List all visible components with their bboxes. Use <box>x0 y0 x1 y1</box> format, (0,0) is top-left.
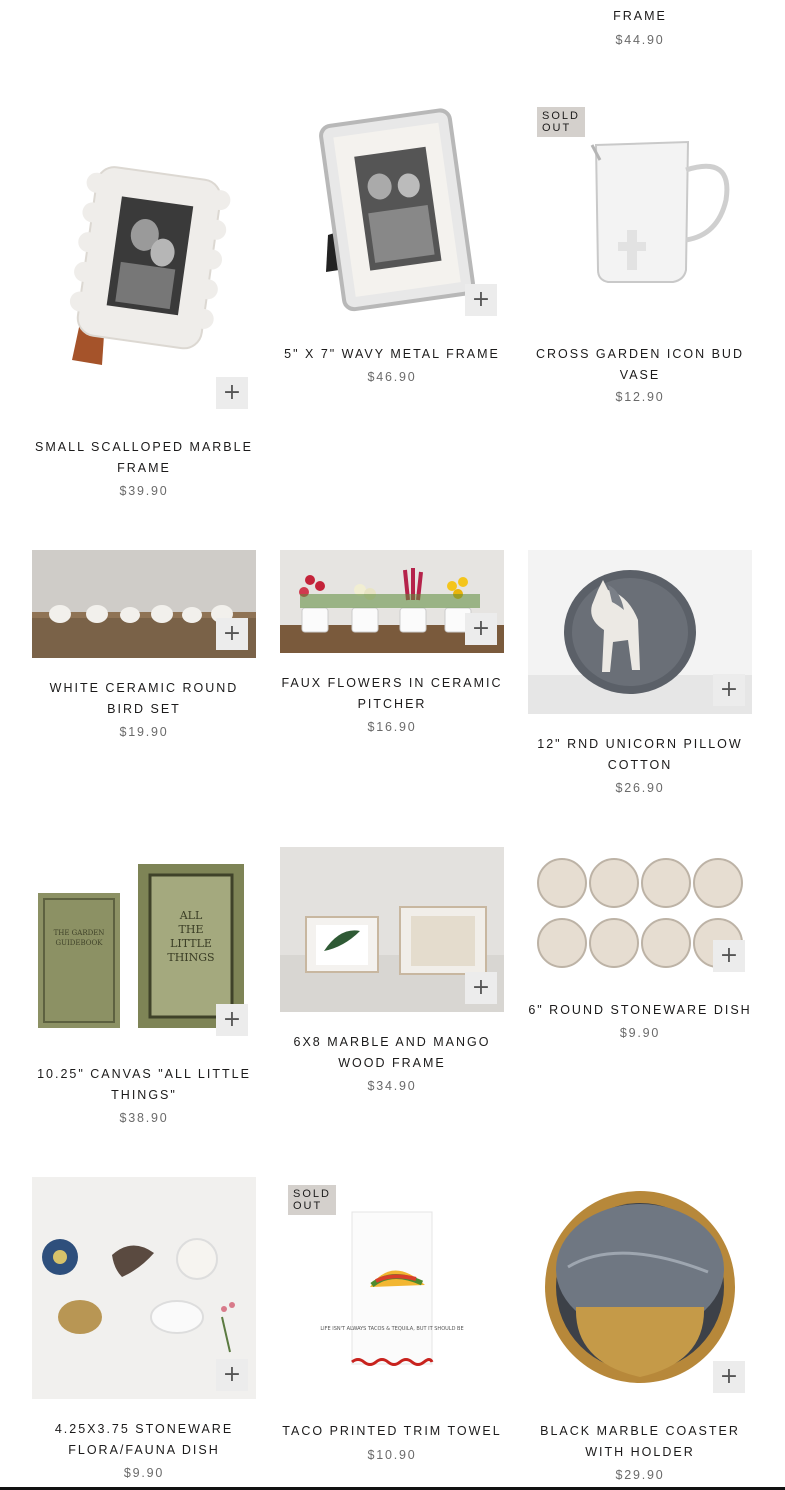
plus-icon: + <box>719 677 739 702</box>
product-price: $12.90 <box>615 390 665 404</box>
add-to-cart-button[interactable] <box>216 1004 248 1036</box>
product-title[interactable]: 12" RND UNICORN PILLOW COTTON <box>537 737 743 772</box>
product-price: $19.90 <box>119 725 169 739</box>
product-price: $39.90 <box>119 484 169 498</box>
svg-text:THE: THE <box>178 923 204 936</box>
towel-text: LIFE ISN'T ALWAYS TACOS & TEQUILA, BUT IT SHOULD BE <box>320 1326 464 1332</box>
sold-out-badge: SOLD OUT <box>537 107 585 137</box>
product-price: $46.90 <box>367 370 417 384</box>
product-title[interactable]: 10.25" CANVAS "ALL LITTLE THINGS" <box>37 1067 251 1102</box>
product-title[interactable]: CROSS GARDEN ICON BUD VASE <box>536 347 744 382</box>
product-price: $9.90 <box>123 1466 165 1480</box>
plus-icon: + <box>471 975 491 1000</box>
plus-icon: + <box>471 616 491 641</box>
product-price: $10.90 <box>367 1448 417 1462</box>
plus-icon: + <box>222 1007 242 1032</box>
svg-text:ALL: ALL <box>179 909 203 922</box>
plus-icon: + <box>222 621 242 646</box>
plus-icon: + <box>222 1362 242 1387</box>
product-title[interactable]: BLACK MARBLE COASTER WITH HOLDER <box>540 1424 740 1459</box>
product-title[interactable]: TACO PRINTED TRIM TOWEL <box>282 1424 502 1438</box>
add-to-cart-button[interactable] <box>465 972 497 1004</box>
add-to-cart-button[interactable] <box>713 674 745 706</box>
sold-out-badge: SOLD OUT <box>288 1185 336 1215</box>
add-to-cart-button[interactable] <box>216 377 248 409</box>
add-to-cart-button[interactable] <box>713 1361 745 1393</box>
svg-text:THINGS: THINGS <box>167 951 215 964</box>
product-price: $38.90 <box>119 1111 169 1125</box>
product-title[interactable]: SMALL SCALLOPED MARBLE FRAME <box>35 440 253 475</box>
product-price: $29.90 <box>615 1468 665 1482</box>
add-to-cart-button[interactable] <box>216 1359 248 1391</box>
add-to-cart-button[interactable] <box>216 618 248 650</box>
svg-text:THE GARDEN: THE GARDEN <box>53 929 105 937</box>
product-title[interactable]: 4.25X3.75 STONEWARE FLORA/FAUNA DISH <box>54 1422 234 1457</box>
product-price: $16.90 <box>367 720 417 734</box>
add-to-cart-button[interactable] <box>465 284 497 316</box>
product-title[interactable]: FRAME <box>613 9 667 23</box>
product-title[interactable]: 6" ROUND STONEWARE DISH <box>528 1003 752 1017</box>
svg-text:GUIDEBOOK: GUIDEBOOK <box>55 939 103 947</box>
plus-icon: + <box>719 943 739 968</box>
product-price: $44.90 <box>615 33 665 47</box>
product-title[interactable]: 5" X 7" WAVY METAL FRAME <box>284 347 500 361</box>
add-to-cart-button[interactable] <box>465 613 497 645</box>
product-title[interactable]: 6X8 MARBLE AND MANGO WOOD FRAME <box>293 1035 491 1070</box>
svg-text:LITTLE: LITTLE <box>170 937 212 950</box>
plus-icon: + <box>471 287 491 312</box>
product-price: $26.90 <box>615 781 665 795</box>
plus-icon: + <box>222 380 242 405</box>
product-image[interactable] <box>32 100 256 410</box>
product-price: $9.90 <box>619 1026 661 1040</box>
product-title[interactable]: WHITE CERAMIC ROUND BIRD SET <box>49 681 239 716</box>
add-to-cart-button[interactable] <box>713 940 745 972</box>
product-title[interactable]: FAUX FLOWERS IN CERAMIC PITCHER <box>281 676 503 711</box>
plus-icon: + <box>719 1364 739 1389</box>
product-price: $34.90 <box>367 1079 417 1093</box>
